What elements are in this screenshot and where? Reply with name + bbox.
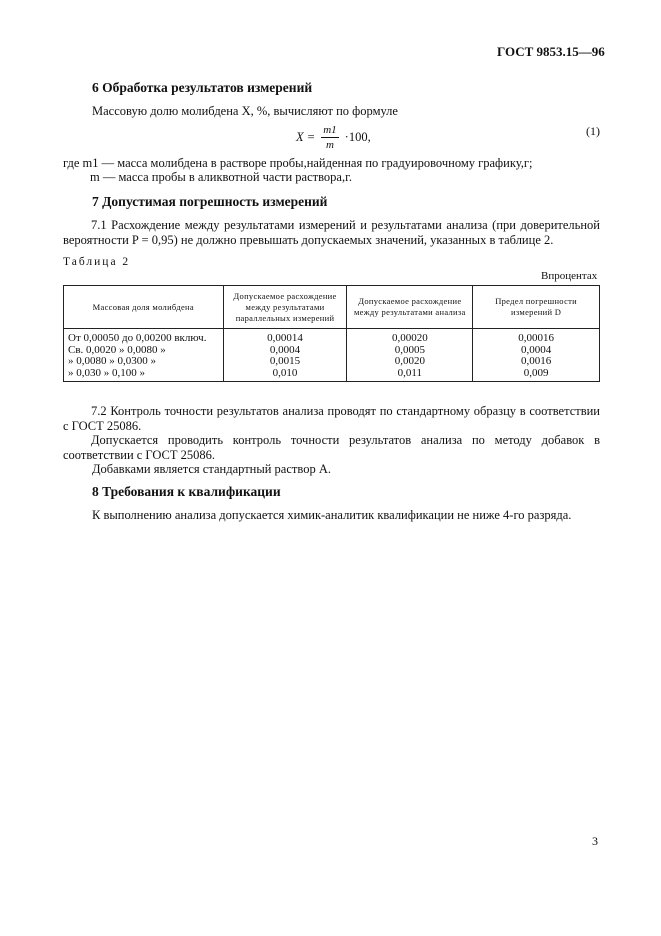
section-6-heading: 6 Обработка результатов измерений (92, 80, 313, 95)
standard-header: ГОСТ 9853.15—96 (497, 44, 605, 59)
page-number: 3 (592, 834, 598, 848)
cell-value: 0,00020 (347, 329, 473, 345)
cell-value: 0,00016 (473, 329, 600, 345)
cell-range: » 0,030 » 0,100 » (64, 368, 224, 382)
paragraph-7-2: 7.2 Контроль точности результатов анализа проводят по стандартному образцу в соответствии с ГОСТ 25086. (63, 404, 600, 433)
cell-value: 0,0004 (473, 345, 600, 357)
formula-tail: ·100, (344, 130, 371, 144)
cell-range: От 0,00050 до 0,00200 включ. (64, 329, 224, 345)
formula-1 (296, 124, 371, 151)
formula-denominator: m (325, 139, 334, 151)
tolerance-table (63, 285, 600, 382)
formula-fraction (321, 124, 338, 151)
cell-value: 0,0005 (347, 345, 473, 357)
section-6-intro: Массовую долю молибдена X, %, вычисляют по формуле (92, 104, 398, 118)
table-units: Впроцентах (541, 270, 598, 282)
cell-value: 0,00014 (223, 329, 347, 345)
cell-range: » 0,0080 » 0,0300 » (64, 356, 224, 368)
col-header-analysis-discrepancy: Допускаемое расхождение между результатами анализа (347, 286, 473, 329)
cell-value: 0,009 (473, 368, 600, 382)
table-label: Таблица 2 (63, 256, 131, 268)
formula-numerator: m1 (323, 124, 337, 136)
table-header-row (64, 286, 600, 329)
table-row (64, 329, 600, 345)
table-row (64, 368, 600, 382)
cell-value: 0,011 (347, 368, 473, 382)
cell-value: 0,010 (223, 368, 347, 382)
formula-number: (1) (586, 124, 600, 138)
cell-range: Св. 0,0020 » 0,0080 » (64, 345, 224, 357)
cell-value: 0,0004 (223, 345, 347, 357)
cell-value: 0,0020 (347, 356, 473, 368)
paragraph-8-1: К выполнению анализа допускается химик-аналитик квалификации не ниже 4-го разряда. (92, 508, 572, 522)
section-8-heading: 8 Требования к квалификации (92, 484, 281, 499)
col-header-parallel-discrepancy: Допускаемое расхождение между результатами параллельных измерений (223, 286, 347, 329)
paragraph-7-1: 7.1 Расхождение между результатами измерений и результатами анализа (при доверительной вероятности P = 0,95) не должно превышать допускаемых значений, указанных в таблице 2. (63, 218, 600, 247)
paragraph-7-3: Допускается проводить контроль точности результатов анализа по методу добавок в соответствии с ГОСТ 25086. (63, 433, 600, 462)
section-7-heading: 7 Допустимая погрешность измерений (92, 194, 328, 209)
cell-value: 0,0015 (223, 356, 347, 368)
col-header-mass-fraction: Массовая доля молибдена (64, 286, 224, 329)
col-header-error-limit: Предел погрешности измерений D (473, 286, 600, 329)
formula-lhs: X = (296, 130, 316, 144)
cell-value: 0,0016 (473, 356, 600, 368)
where-m1: где m1 — масса молибдена в растворе пробы,найденная по градуировочному графику,г; (63, 156, 533, 170)
paragraph-7-4: Добавками является стандартный раствор А. (92, 462, 331, 476)
table-row (64, 356, 600, 368)
where-m: m — масса пробы в аликвотной части раствора,г. (90, 170, 352, 184)
